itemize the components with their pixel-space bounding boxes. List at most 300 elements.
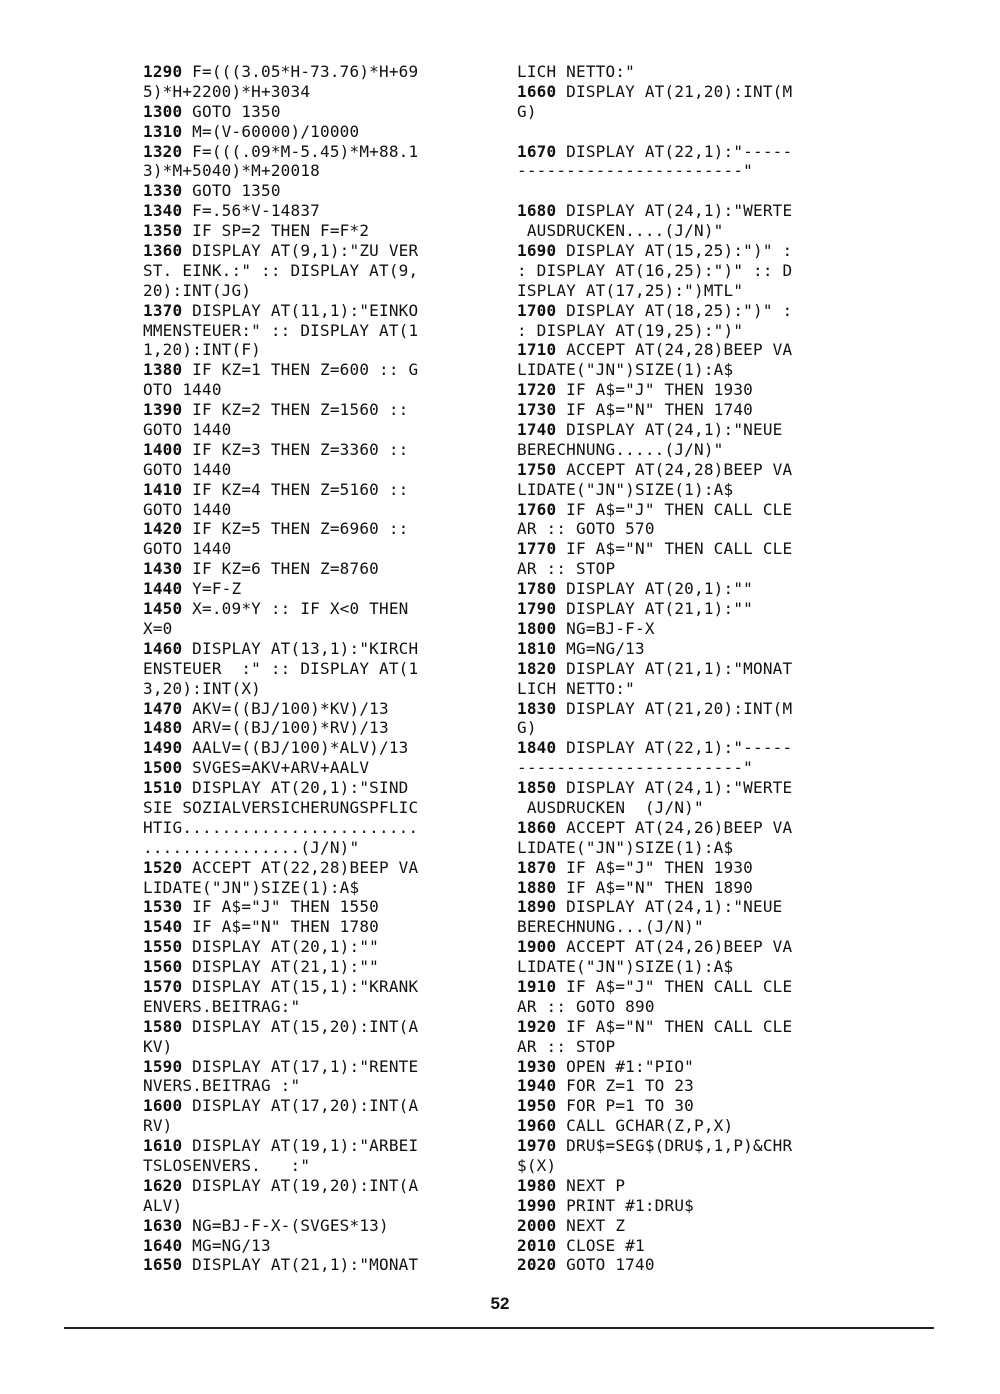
line-number: 1300 xyxy=(143,101,183,121)
line-number: 1690 xyxy=(517,241,557,261)
line-number: 1460 xyxy=(143,638,183,658)
code-text: NG=BJ-F-X xyxy=(556,618,655,638)
code-text: IF A$="N" THEN CALL CLE xyxy=(556,539,793,559)
line-number: 1310 xyxy=(143,121,183,141)
page-number: 52 xyxy=(490,1294,510,1313)
code-text: M=(V-60000)/10000 xyxy=(182,121,360,141)
code-line xyxy=(143,281,418,301)
code-line xyxy=(517,878,792,898)
line-number: 1830 xyxy=(517,698,557,718)
code-text: ACCEPT AT(22,28)BEEP VA xyxy=(182,857,419,877)
code-text: DISPLAY AT(24,1):"WERTE xyxy=(556,778,793,798)
code-text: DISPLAY AT(17,1):"RENTE xyxy=(182,1056,419,1076)
line-number: 1960 xyxy=(517,1116,557,1136)
code-text: KV) xyxy=(143,1036,173,1056)
line-number: 1800 xyxy=(517,618,557,638)
code-text: ALV) xyxy=(143,1195,183,1215)
line-number: 1680 xyxy=(517,201,557,221)
code-text: DISPLAY AT(15,1):"KRANK xyxy=(182,976,419,996)
line-number: 1840 xyxy=(517,738,557,758)
code-line xyxy=(517,161,792,181)
code-line xyxy=(517,937,792,957)
code-text: ARV=((BJ/100)*RV)/13 xyxy=(182,718,389,738)
code-line xyxy=(143,1216,418,1236)
code-line xyxy=(143,1116,418,1136)
code-text: DISPLAY AT(20,1):"SIND xyxy=(182,778,409,798)
code-text: 5)*H+2200)*H+3034 xyxy=(143,81,311,101)
line-number: 1420 xyxy=(143,519,183,539)
code-text: DISPLAY AT(24,1):"NEUE xyxy=(556,420,783,440)
line-number: 1810 xyxy=(517,638,557,658)
code-line xyxy=(517,1196,792,1216)
code-text: IF A$="J" THEN 1930 xyxy=(556,380,753,400)
line-number: 1900 xyxy=(517,937,557,957)
code-line xyxy=(143,838,418,858)
code-text: NG=BJ-F-X-(SVGES*13) xyxy=(182,1215,389,1235)
code-line xyxy=(143,738,418,758)
line-number: 1510 xyxy=(143,778,183,798)
code-line xyxy=(517,500,792,520)
code-text: IF KZ=2 THEN Z=1560 :: xyxy=(182,400,409,420)
code-line xyxy=(517,519,792,539)
code-line xyxy=(517,858,792,878)
code-text: IF KZ=3 THEN Z=3360 :: xyxy=(182,439,409,459)
line-number: 1370 xyxy=(143,300,183,320)
code-line xyxy=(517,301,792,321)
code-text: PRINT #1:DRU$ xyxy=(556,1195,695,1215)
line-number: 1750 xyxy=(517,459,557,479)
code-text: F=.56*V-14837 xyxy=(182,201,321,221)
code-line xyxy=(517,1156,792,1176)
code-line xyxy=(517,957,792,977)
code-line xyxy=(143,1176,418,1196)
code-line xyxy=(517,142,792,162)
code-line xyxy=(143,758,418,778)
code-text: SIE SOZIALVERSICHERUNGSPFLIC xyxy=(143,797,419,817)
code-text: IF A$="J" THEN CALL CLE xyxy=(556,499,793,519)
code-line xyxy=(517,818,792,838)
code-line xyxy=(143,579,418,599)
code-line xyxy=(517,420,792,440)
code-text: AR :: STOP xyxy=(517,559,616,579)
code-line xyxy=(143,460,418,480)
code-line xyxy=(143,1076,418,1096)
code-text: DISPLAY AT(13,1):"KIRCH xyxy=(182,638,419,658)
code-text: ENSTEUER :" :: DISPLAY AT(1 xyxy=(143,658,419,678)
code-line xyxy=(143,201,418,221)
code-line xyxy=(517,679,792,699)
code-line xyxy=(143,400,418,420)
code-line xyxy=(143,480,418,500)
code-line xyxy=(143,1096,418,1116)
code-line xyxy=(517,102,792,122)
code-text: LIDATE("JN")SIZE(1):A$ xyxy=(143,877,360,897)
code-line xyxy=(143,340,418,360)
line-number: 2000 xyxy=(517,1215,557,1235)
line-number: 1340 xyxy=(143,201,183,221)
listing-column-right xyxy=(517,62,792,1275)
code-line xyxy=(517,261,792,281)
code-line xyxy=(517,400,792,420)
code-line xyxy=(143,1136,418,1156)
line-number: 1570 xyxy=(143,976,183,996)
code-line xyxy=(143,878,418,898)
code-text: DISPLAY AT(21,1):"MONAT xyxy=(556,658,793,678)
code-text: AR :: GOTO 570 xyxy=(517,519,655,539)
code-line xyxy=(143,599,418,619)
code-text: DRU$=SEG$(DRU$,1,P)&CHR xyxy=(556,1136,793,1156)
code-line xyxy=(517,838,792,858)
line-number: 2010 xyxy=(517,1235,557,1255)
code-text: GOTO 1740 xyxy=(556,1255,655,1275)
line-number: 1870 xyxy=(517,857,557,877)
code-line xyxy=(517,1096,792,1116)
code-line xyxy=(517,699,792,719)
code-text: X=0 xyxy=(143,618,173,638)
line-number: 1860 xyxy=(517,817,557,837)
line-number: 1620 xyxy=(143,1175,183,1195)
code-line xyxy=(143,1156,418,1176)
code-text: G) xyxy=(517,718,537,738)
code-line xyxy=(143,897,418,917)
line-number: 1360 xyxy=(143,241,183,261)
code-line xyxy=(143,778,418,798)
line-number: 1580 xyxy=(143,1016,183,1036)
line-number: 1710 xyxy=(517,340,557,360)
code-text: RV) xyxy=(143,1116,173,1136)
code-text: NVERS.BEITRAG :" xyxy=(143,1076,301,1096)
code-line xyxy=(517,122,792,142)
code-text: DISPLAY AT(19,1):"ARBEI xyxy=(182,1136,419,1156)
code-text: DISPLAY AT(21,1):"MONAT xyxy=(182,1255,419,1275)
code-text: DISPLAY AT(21,20):INT(M xyxy=(556,698,793,718)
code-text: IF SP=2 THEN F=F*2 xyxy=(182,221,370,241)
code-text: LIDATE("JN")SIZE(1):A$ xyxy=(517,957,734,977)
code-line xyxy=(143,679,418,699)
line-number: 1720 xyxy=(517,380,557,400)
code-line xyxy=(517,1116,792,1136)
code-text: MG=NG/13 xyxy=(556,638,645,658)
code-text: AUSDRUCKEN....(J/N)" xyxy=(517,221,724,241)
code-text: DISPLAY AT(20,1):"" xyxy=(556,579,753,599)
line-number: 2020 xyxy=(517,1255,557,1275)
line-number: 1770 xyxy=(517,539,557,559)
code-line xyxy=(143,181,418,201)
code-text: IF A$="J" THEN 1930 xyxy=(556,857,753,877)
code-line xyxy=(517,539,792,559)
listing-column-left xyxy=(143,62,418,1275)
footer-rule xyxy=(64,1327,934,1329)
line-number: 1980 xyxy=(517,1175,557,1195)
code-line xyxy=(143,261,418,281)
code-text: IF KZ=1 THEN Z=600 :: G xyxy=(182,360,419,380)
code-text: IF A$="N" THEN 1780 xyxy=(182,917,379,937)
code-text: AUSDRUCKEN (J/N)" xyxy=(517,797,704,817)
code-text: DISPLAY AT(17,20):INT(A xyxy=(182,1096,419,1116)
code-line xyxy=(143,420,418,440)
code-line xyxy=(517,1176,792,1196)
code-text: DISPLAY AT(24,1):"WERTE xyxy=(556,201,793,221)
code-text: ST. EINK.:" :: DISPLAY AT(9, xyxy=(143,260,419,280)
code-line xyxy=(517,738,792,758)
code-text: DISPLAY AT(24,1):"NEUE xyxy=(556,897,783,917)
code-text: IF A$="N" THEN 1740 xyxy=(556,400,753,420)
code-line xyxy=(517,1057,792,1077)
code-text: -----------------------" xyxy=(517,161,753,181)
code-line xyxy=(143,102,418,122)
line-number: 1600 xyxy=(143,1096,183,1116)
code-line xyxy=(517,1236,792,1256)
line-number: 1480 xyxy=(143,718,183,738)
code-line xyxy=(517,758,792,778)
code-line xyxy=(143,82,418,102)
code-line xyxy=(143,221,418,241)
code-text: BERECHNUNG.....(J/N)" xyxy=(517,439,724,459)
code-line xyxy=(143,1255,418,1275)
code-line xyxy=(143,360,418,380)
code-text: DISPLAY AT(9,1):"ZU VER xyxy=(182,241,419,261)
code-text: ACCEPT AT(24,26)BEEP VA xyxy=(556,937,793,957)
code-line xyxy=(517,340,792,360)
code-text: : DISPLAY AT(16,25):")" :: D xyxy=(517,260,793,280)
code-line xyxy=(517,1076,792,1096)
code-line xyxy=(143,1037,418,1057)
line-number: 1470 xyxy=(143,698,183,718)
code-text: NEXT Z xyxy=(556,1215,626,1235)
code-text: NEXT P xyxy=(556,1175,626,1195)
code-line xyxy=(143,301,418,321)
code-text: ACCEPT AT(24,26)BEEP VA xyxy=(556,817,793,837)
code-line xyxy=(143,997,418,1017)
code-text: IF KZ=6 THEN Z=8760 xyxy=(182,559,379,579)
code-line xyxy=(517,579,792,599)
code-text: -----------------------" xyxy=(517,758,753,778)
line-number: 1660 xyxy=(517,81,557,101)
code-line xyxy=(143,937,418,957)
code-line xyxy=(143,699,418,719)
code-text: GOTO 1350 xyxy=(182,181,281,201)
code-text: DISPLAY AT(21,1):"" xyxy=(556,599,753,619)
line-number: 1400 xyxy=(143,439,183,459)
line-number: 1330 xyxy=(143,181,183,201)
code-line xyxy=(143,957,418,977)
code-line xyxy=(517,281,792,301)
code-text: CALL GCHAR(Z,P,X) xyxy=(556,1116,734,1136)
code-text: GOTO 1440 xyxy=(143,420,232,440)
code-line xyxy=(143,321,418,341)
line-number: 1520 xyxy=(143,857,183,877)
line-number: 1380 xyxy=(143,360,183,380)
code-line xyxy=(143,519,418,539)
code-text: GOTO 1350 xyxy=(182,101,281,121)
code-line xyxy=(143,1017,418,1037)
code-text: IF KZ=4 THEN Z=5160 :: xyxy=(182,479,409,499)
line-number: 1430 xyxy=(143,559,183,579)
line-number: 1820 xyxy=(517,658,557,678)
code-line xyxy=(143,1057,418,1077)
code-line xyxy=(143,818,418,838)
code-text: IF A$="J" THEN CALL CLE xyxy=(556,976,793,996)
code-text: AKV=((BJ/100)*KV)/13 xyxy=(182,698,389,718)
code-line xyxy=(143,122,418,142)
code-text: CLOSE #1 xyxy=(556,1235,645,1255)
code-line xyxy=(143,241,418,261)
code-line xyxy=(517,321,792,341)
line-number: 1350 xyxy=(143,221,183,241)
line-number: 1670 xyxy=(517,141,557,161)
code-line xyxy=(143,977,418,997)
code-text: GOTO 1440 xyxy=(143,539,232,559)
code-line xyxy=(143,161,418,181)
line-number: 1940 xyxy=(517,1076,557,1096)
code-text: LIDATE("JN")SIZE(1):A$ xyxy=(517,479,734,499)
code-line xyxy=(517,1037,792,1057)
code-text: DISPLAY AT(11,1):"EINKO xyxy=(182,300,419,320)
code-line xyxy=(517,897,792,917)
code-text: LICH NETTO:" xyxy=(517,678,635,698)
code-text: ACCEPT AT(24,28)BEEP VA xyxy=(556,340,793,360)
code-text: DISPLAY AT(22,1):"----- xyxy=(556,141,793,161)
line-number: 1550 xyxy=(143,937,183,957)
code-text: DISPLAY AT(18,25):")" : xyxy=(556,300,793,320)
code-line xyxy=(517,460,792,480)
line-number: 1610 xyxy=(143,1136,183,1156)
code-text: SVGES=AKV+ARV+AALV xyxy=(182,758,370,778)
code-line xyxy=(143,917,418,937)
line-number: 1780 xyxy=(517,579,557,599)
line-number: 1740 xyxy=(517,420,557,440)
line-number: 1540 xyxy=(143,917,183,937)
code-text: X=.09*Y :: IF X<0 THEN xyxy=(182,599,409,619)
code-text: AALV=((BJ/100)*ALV)/13 xyxy=(182,738,409,758)
line-number: 1630 xyxy=(143,1215,183,1235)
code-text: IF KZ=5 THEN Z=6960 :: xyxy=(182,519,409,539)
code-text: OPEN #1:"PIO" xyxy=(556,1056,695,1076)
code-text: AR :: STOP xyxy=(517,1036,616,1056)
code-line xyxy=(517,380,792,400)
line-number: 1530 xyxy=(143,897,183,917)
code-line xyxy=(143,62,418,82)
code-line xyxy=(517,221,792,241)
code-line xyxy=(517,997,792,1017)
code-line xyxy=(517,1136,792,1156)
code-line xyxy=(517,559,792,579)
code-text: LICH NETTO:" xyxy=(517,62,635,81)
line-number: 1500 xyxy=(143,758,183,778)
code-text: IF A$="N" THEN 1890 xyxy=(556,877,753,897)
code-text: BERECHNUNG...(J/N)" xyxy=(517,917,704,937)
code-line xyxy=(143,559,418,579)
line-number: 1640 xyxy=(143,1235,183,1255)
code-text: : DISPLAY AT(19,25):")" xyxy=(517,320,744,340)
code-text: AR :: GOTO 890 xyxy=(517,996,655,1016)
code-text: IF A$="N" THEN CALL CLE xyxy=(556,1016,793,1036)
code-text: DISPLAY AT(21,20):INT(M xyxy=(556,81,793,101)
code-text: MMENSTEUER:" :: DISPLAY AT(1 xyxy=(143,320,419,340)
code-text: ENVERS.BEITRAG:" xyxy=(143,996,301,1016)
code-text: DISPLAY AT(15,20):INT(A xyxy=(182,1016,419,1036)
code-line xyxy=(143,1196,418,1216)
code-line xyxy=(143,440,418,460)
code-text: F=(((.09*M-5.45)*M+88.1 xyxy=(182,141,419,161)
code-line xyxy=(517,639,792,659)
line-number: 1970 xyxy=(517,1136,557,1156)
code-text: OTO 1440 xyxy=(143,380,222,400)
code-text: F=(((3.05*H-73.76)*H+69 xyxy=(182,62,419,81)
line-number: 1850 xyxy=(517,778,557,798)
code-line xyxy=(517,718,792,738)
line-number: 1890 xyxy=(517,897,557,917)
code-text: GOTO 1440 xyxy=(143,499,232,519)
code-line xyxy=(517,201,792,221)
code-text: Y=F-Z xyxy=(182,579,242,599)
code-line xyxy=(517,977,792,997)
code-text: DISPLAY AT(19,20):INT(A xyxy=(182,1175,419,1195)
code-line xyxy=(517,1255,792,1275)
line-number: 1730 xyxy=(517,400,557,420)
code-line xyxy=(143,798,418,818)
code-text: IF A$="J" THEN 1550 xyxy=(182,897,379,917)
line-number: 1490 xyxy=(143,738,183,758)
line-number: 1910 xyxy=(517,976,557,996)
line-number: 1760 xyxy=(517,499,557,519)
code-text: 3)*M+5040)*M+20018 xyxy=(143,161,320,181)
code-line xyxy=(517,480,792,500)
line-number: 1440 xyxy=(143,579,183,599)
code-text: TSLOSENVERS. :" xyxy=(143,1155,311,1175)
code-text: $(X) xyxy=(517,1155,557,1175)
line-number: 1560 xyxy=(143,957,183,977)
line-number: 1450 xyxy=(143,599,183,619)
code-text: FOR P=1 TO 30 xyxy=(556,1096,695,1116)
code-text: ISPLAY AT(17,25):")MTL" xyxy=(517,280,744,300)
code-text: 1,20):INT(F) xyxy=(143,340,261,360)
line-number: 1950 xyxy=(517,1096,557,1116)
code-line xyxy=(143,619,418,639)
code-line xyxy=(517,82,792,102)
code-line xyxy=(517,440,792,460)
line-number: 1650 xyxy=(143,1255,183,1275)
code-text: HTIG........................ xyxy=(143,817,419,837)
code-line xyxy=(517,778,792,798)
line-number: 1590 xyxy=(143,1056,183,1076)
code-line xyxy=(143,1236,418,1256)
code-text: LIDATE("JN")SIZE(1):A$ xyxy=(517,837,734,857)
code-line xyxy=(517,360,792,380)
code-text: DISPLAY AT(15,25):")" : xyxy=(556,241,793,261)
line-number: 1700 xyxy=(517,300,557,320)
code-text: GOTO 1440 xyxy=(143,459,232,479)
line-number: 1930 xyxy=(517,1056,557,1076)
code-text: 20):INT(JG) xyxy=(143,280,252,300)
code-line xyxy=(517,181,792,201)
line-number: 1880 xyxy=(517,877,557,897)
code-line xyxy=(143,539,418,559)
code-text: G) xyxy=(517,101,537,121)
code-line xyxy=(517,798,792,818)
code-line xyxy=(517,241,792,261)
code-text: ACCEPT AT(24,28)BEEP VA xyxy=(556,459,793,479)
line-number: 1790 xyxy=(517,599,557,619)
code-line xyxy=(143,500,418,520)
code-line xyxy=(143,718,418,738)
code-text: DISPLAY AT(20,1):"" xyxy=(182,937,379,957)
line-number: 1390 xyxy=(143,400,183,420)
code-line xyxy=(143,858,418,878)
code-line xyxy=(517,1216,792,1236)
code-line xyxy=(517,619,792,639)
line-number: 1290 xyxy=(143,62,183,81)
